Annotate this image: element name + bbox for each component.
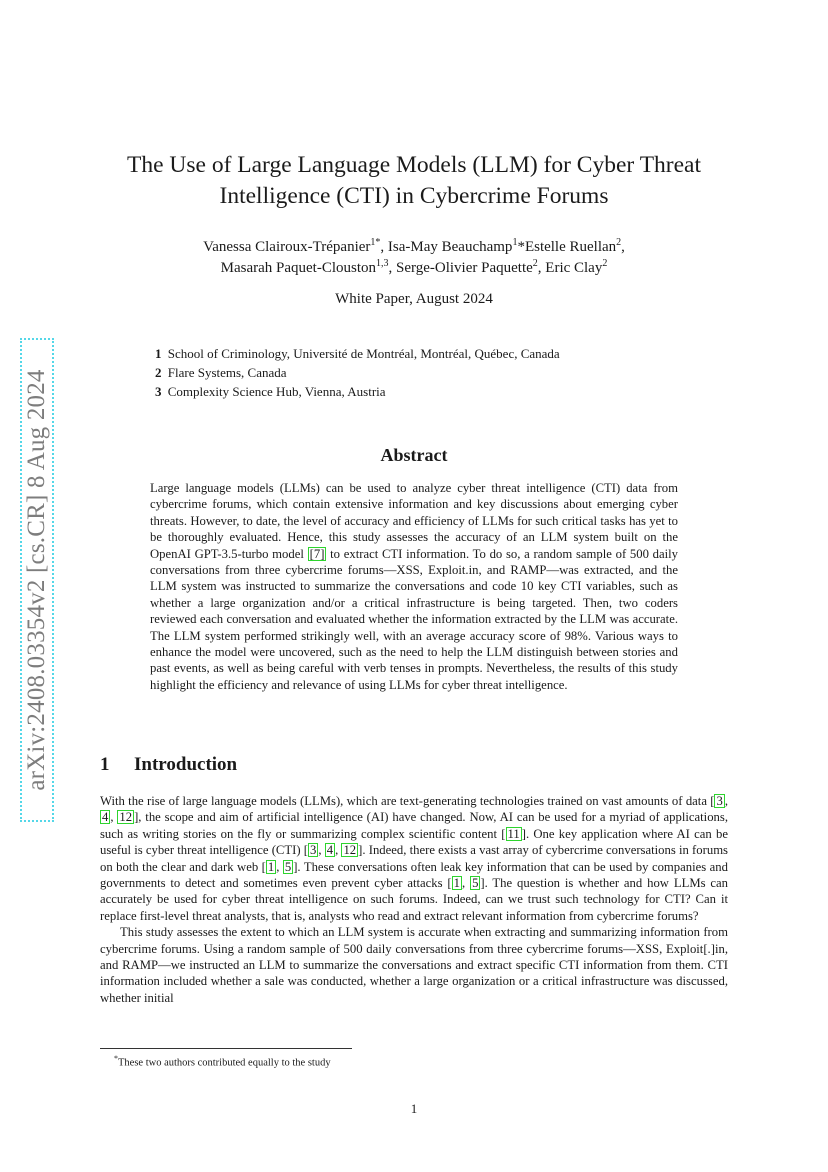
affiliation-text: Complexity Science Hub, Vienna, Austria [167,384,386,399]
citation-link[interactable]: 1 [267,859,275,874]
text-run: ]. The question is whether and how LLMs can accurately be used for cyber threat intelligence on such forums. Indeed, can we trust such technology for CTI? Can it replace first-level threat analysts, that is, analysts who read and extract relevant information from cybercrime forums? [100,876,729,923]
citation-link[interactable]: [7] [309,546,325,561]
author-name: Vanessa Clairoux-Trépanier [203,239,371,255]
text-run: ], the scope and aim of artificial intelligence (AI) have changed. Now, AI can be used for a myriad of applications, such as writing stories on the fly or summarizing complex scientific content [ [100,810,729,841]
affiliation-number: 2 [155,365,162,380]
citation-link[interactable]: 5 [472,876,479,891]
author-name: , Serge-Olivier Paquette [388,260,533,276]
introduction-body [100,793,728,1006]
author-affiliation-mark: 2 [602,258,608,269]
affiliation-number: 1 [155,346,162,361]
citation-link[interactable]: 12 [119,810,133,825]
author-affiliation-mark: 1 [512,237,518,248]
page-number: 1 [410,1101,418,1116]
text-run: ]. These conversations often leak key information that can be used by companies and governments to detect and sometimes even prevent cyber attacks [ [100,859,728,891]
title-line-1: The Use of Large Language Models (LLM) for Cyber Threat [126,152,702,178]
affiliation-list [155,344,715,401]
abstract-heading: Abstract [380,445,448,465]
arxiv-identifier-text: arXiv:2408.03354v2 [cs.CR] 8 Aug 2024 [23,369,50,791]
author-name: Isa-May Beauchamp [384,239,513,255]
abstract-text [150,480,678,693]
citation-link[interactable]: 4 [326,843,334,858]
author-line-1 [100,237,728,258]
footnote-text: These two authors contributed equally to the study [118,1057,331,1069]
text-run: , [318,843,325,858]
author-separator: , [621,239,625,255]
citation-link[interactable]: 3 [310,843,317,858]
text-run: , [335,843,342,858]
author-affiliation-mark: 2 [532,258,538,269]
author-affiliation-mark: 1* [370,237,381,248]
author-name: , Eric Clay [537,260,603,276]
footnote-mark: * [114,1054,118,1063]
citation-link[interactable]: 12 [343,843,357,858]
citation-link[interactable]: 5 [284,859,292,874]
text-run: ]. Indeed, there exists a vast array of cybercrime conversations in forums on both the clear and dark web [ [100,843,728,874]
section-heading-introduction [100,754,237,776]
citation-link[interactable]: 3 [716,794,723,808]
paper-date: White Paper, August 2024 [335,291,493,307]
citation-link[interactable]: 4 [102,810,109,825]
paper-title [100,150,728,212]
citation-number: 7 [313,546,321,561]
arxiv-identifier-stamp[interactable] [20,338,54,822]
affiliation-item [155,382,715,401]
affiliation-number: 3 [155,384,162,399]
author-line-2 [100,258,728,279]
author-name: *Estelle Ruellan [517,239,617,255]
affiliation-item [155,363,715,382]
abstract-text-part: Large language models (LLMs) can be used to analyze cyber threat intelligence (CTI) data from cybercrime forums, which contain extensive information and key discussions about emerging cyber threats. However, to date, the level of accuracy and efficiency of LLMs for such critical tasks has yet to be thoroughly evaluated. Hence, this study assesses the accuracy of an LLM system built on the OpenAI GPT-3.5-turbo model [150,481,678,561]
text-run: , [724,794,728,808]
section-number: 1 [100,754,110,775]
footnote [114,1052,331,1070]
text-run: , [110,810,118,825]
citation-link[interactable]: 11 [507,826,520,841]
author-name: Masarah Paquet-Clouston [220,260,377,276]
text-run: With the rise of large language models (LLMs), which are text-generating technologies trained on vast amounts of data [ [100,794,715,808]
text-run: , [276,859,283,874]
title-line-2: Intelligence (CTI) in Cybercrime Forums [219,183,609,209]
footnote-divider [100,1048,352,1049]
affiliation-item [155,344,715,363]
author-separator: , [380,239,385,255]
text-run: ]. One key application where AI can be useful is cyber threat intelligence (CTI) [ [100,826,728,858]
abstract-text-part: to extract CTI information. To do so, a random sample of 500 daily conversations from three cybercrime forums—XSS, Exploit.in, and RAMP—was extracted, and the LLM system was instructed to summarize the conversations and code 10 key CTI variables, such as whether a large organization and/or a critical infrastructure is being targeted. Then, two coders reviewed each conversation and evaluated whether the information extracted by the LLM was accurate. The LLM system performed strikingly well, with an average accuracy score of 98%. Various ways to enhance the model were uncovered, such as the need to help the LLM distinguish between stories and past events, as well as being careful with verb tenses in prompts. Nevertheless, the results of this study highlight the efficiency and relevance of using LLMs for cyber threat intelligence. [150,546,678,692]
text-run: , [462,876,471,891]
citation-link[interactable]: 1 [453,876,461,891]
author-affiliation-mark: 2 [616,237,622,248]
paragraph: This study assesses the extent to which an LLM system is accurate when extracting and summarizing information from cybercrime forums. Using a random sample of 500 daily conversations from three cybercrime forums—XSS, Exploit[.]in, and RAMP—we instructed an LLM to summarize the conversations and extract specific CTI information from them. CTI information included whether a sale was conducted, whether a large organization or a critical infrastructure was discussed, whether initial [100,925,728,1005]
author-affiliation-mark: 1,3 [376,258,389,269]
author-list [100,237,728,279]
affiliation-text: Flare Systems, Canada [167,365,287,380]
affiliation-text: School of Criminology, Université de Montréal, Montréal, Québec, Canada [167,346,560,361]
section-title: Introduction [134,754,238,775]
paragraph [100,793,728,924]
